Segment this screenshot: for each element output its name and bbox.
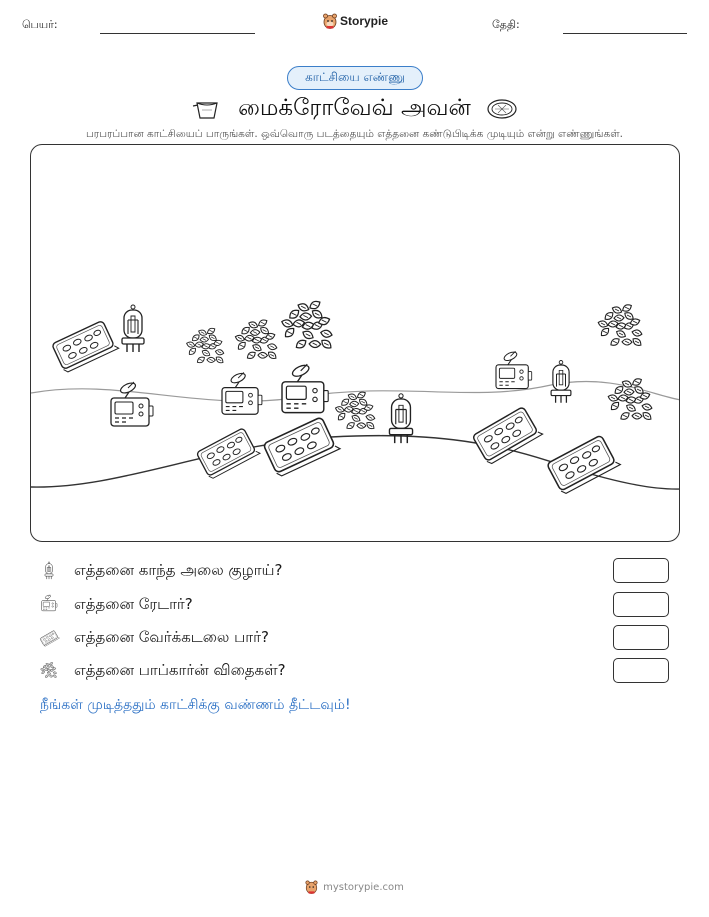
scene-drawing: [31, 145, 680, 542]
turntable-plate-icon: [487, 97, 517, 121]
question-radar: [38, 592, 678, 618]
coloring-note: நீங்கள் முடித்ததும் காட்சிக்கு வண்ணம் தீட்டவும்!: [40, 697, 351, 713]
question-tray: [38, 625, 678, 651]
scene-tube-icon: [122, 305, 144, 352]
scene-tray-icon: [52, 319, 119, 373]
scene-radar-icon: [222, 371, 262, 414]
brand-name: Storypie: [340, 14, 389, 28]
storypie-mascot-icon: [323, 13, 337, 29]
answer-box[interactable]: [613, 658, 669, 683]
category-tag: காட்சியை எண்ணு: [287, 66, 423, 90]
scene-kernels-icon: [281, 299, 333, 350]
scene-tray-icon: [196, 426, 260, 479]
answer-box[interactable]: [613, 592, 669, 617]
answer-box[interactable]: [613, 625, 669, 650]
page-title: மைக்ரோவேவ் அவன்: [238, 94, 471, 121]
question-tube-icon: [38, 560, 60, 582]
question-kernels: [38, 658, 678, 684]
question-tube: [38, 558, 678, 584]
question-kernels-icon: [38, 660, 60, 682]
title-row: [0, 92, 709, 126]
counting-scene: [30, 144, 680, 542]
question-text: எத்தனை பாப்கார்ன் விதைகள்?: [74, 661, 286, 679]
question-text: எத்தனை காந்த அலை குழாய்?: [74, 561, 283, 579]
question-tray-icon: [38, 627, 60, 649]
popcorn-bag-icon: [192, 97, 222, 121]
date-line[interactable]: [563, 33, 687, 34]
instructions: பரபரப்பான காட்சியைப் பாருங்கள். ஒவ்வொரு படத்தையும் எத்தனை கண்டுபிடிக்க முடியும் என்று எண்ணுங்கள்.: [85, 128, 624, 140]
scene-kernels-icon: [335, 390, 376, 430]
brand-logo: [323, 13, 388, 29]
date-label: தேதி:: [492, 18, 520, 31]
scene-kernels-icon: [235, 318, 278, 360]
name-label: பெயர்:: [22, 18, 58, 31]
scene-kernels-icon: [186, 327, 225, 365]
question-text: எத்தனை வேர்க்கடலை பார்?: [74, 628, 269, 646]
storypie-mascot-icon: [305, 880, 318, 894]
scene-tray-icon: [547, 433, 621, 495]
scene-radar-icon: [496, 350, 532, 388]
footer: [0, 880, 709, 894]
name-line[interactable]: [100, 33, 255, 34]
scene-kernels-icon: [597, 303, 642, 348]
scene-tube-icon: [551, 361, 571, 403]
scene-radar-icon: [282, 363, 328, 413]
scene-tray-icon: [263, 415, 340, 477]
scene-radar-icon: [111, 381, 153, 426]
question-text: எத்தனை ரேடார்?: [74, 595, 193, 613]
answer-box[interactable]: [613, 558, 669, 583]
footer-url: mystorypie.com: [323, 881, 404, 893]
question-radar-icon: [38, 594, 60, 616]
